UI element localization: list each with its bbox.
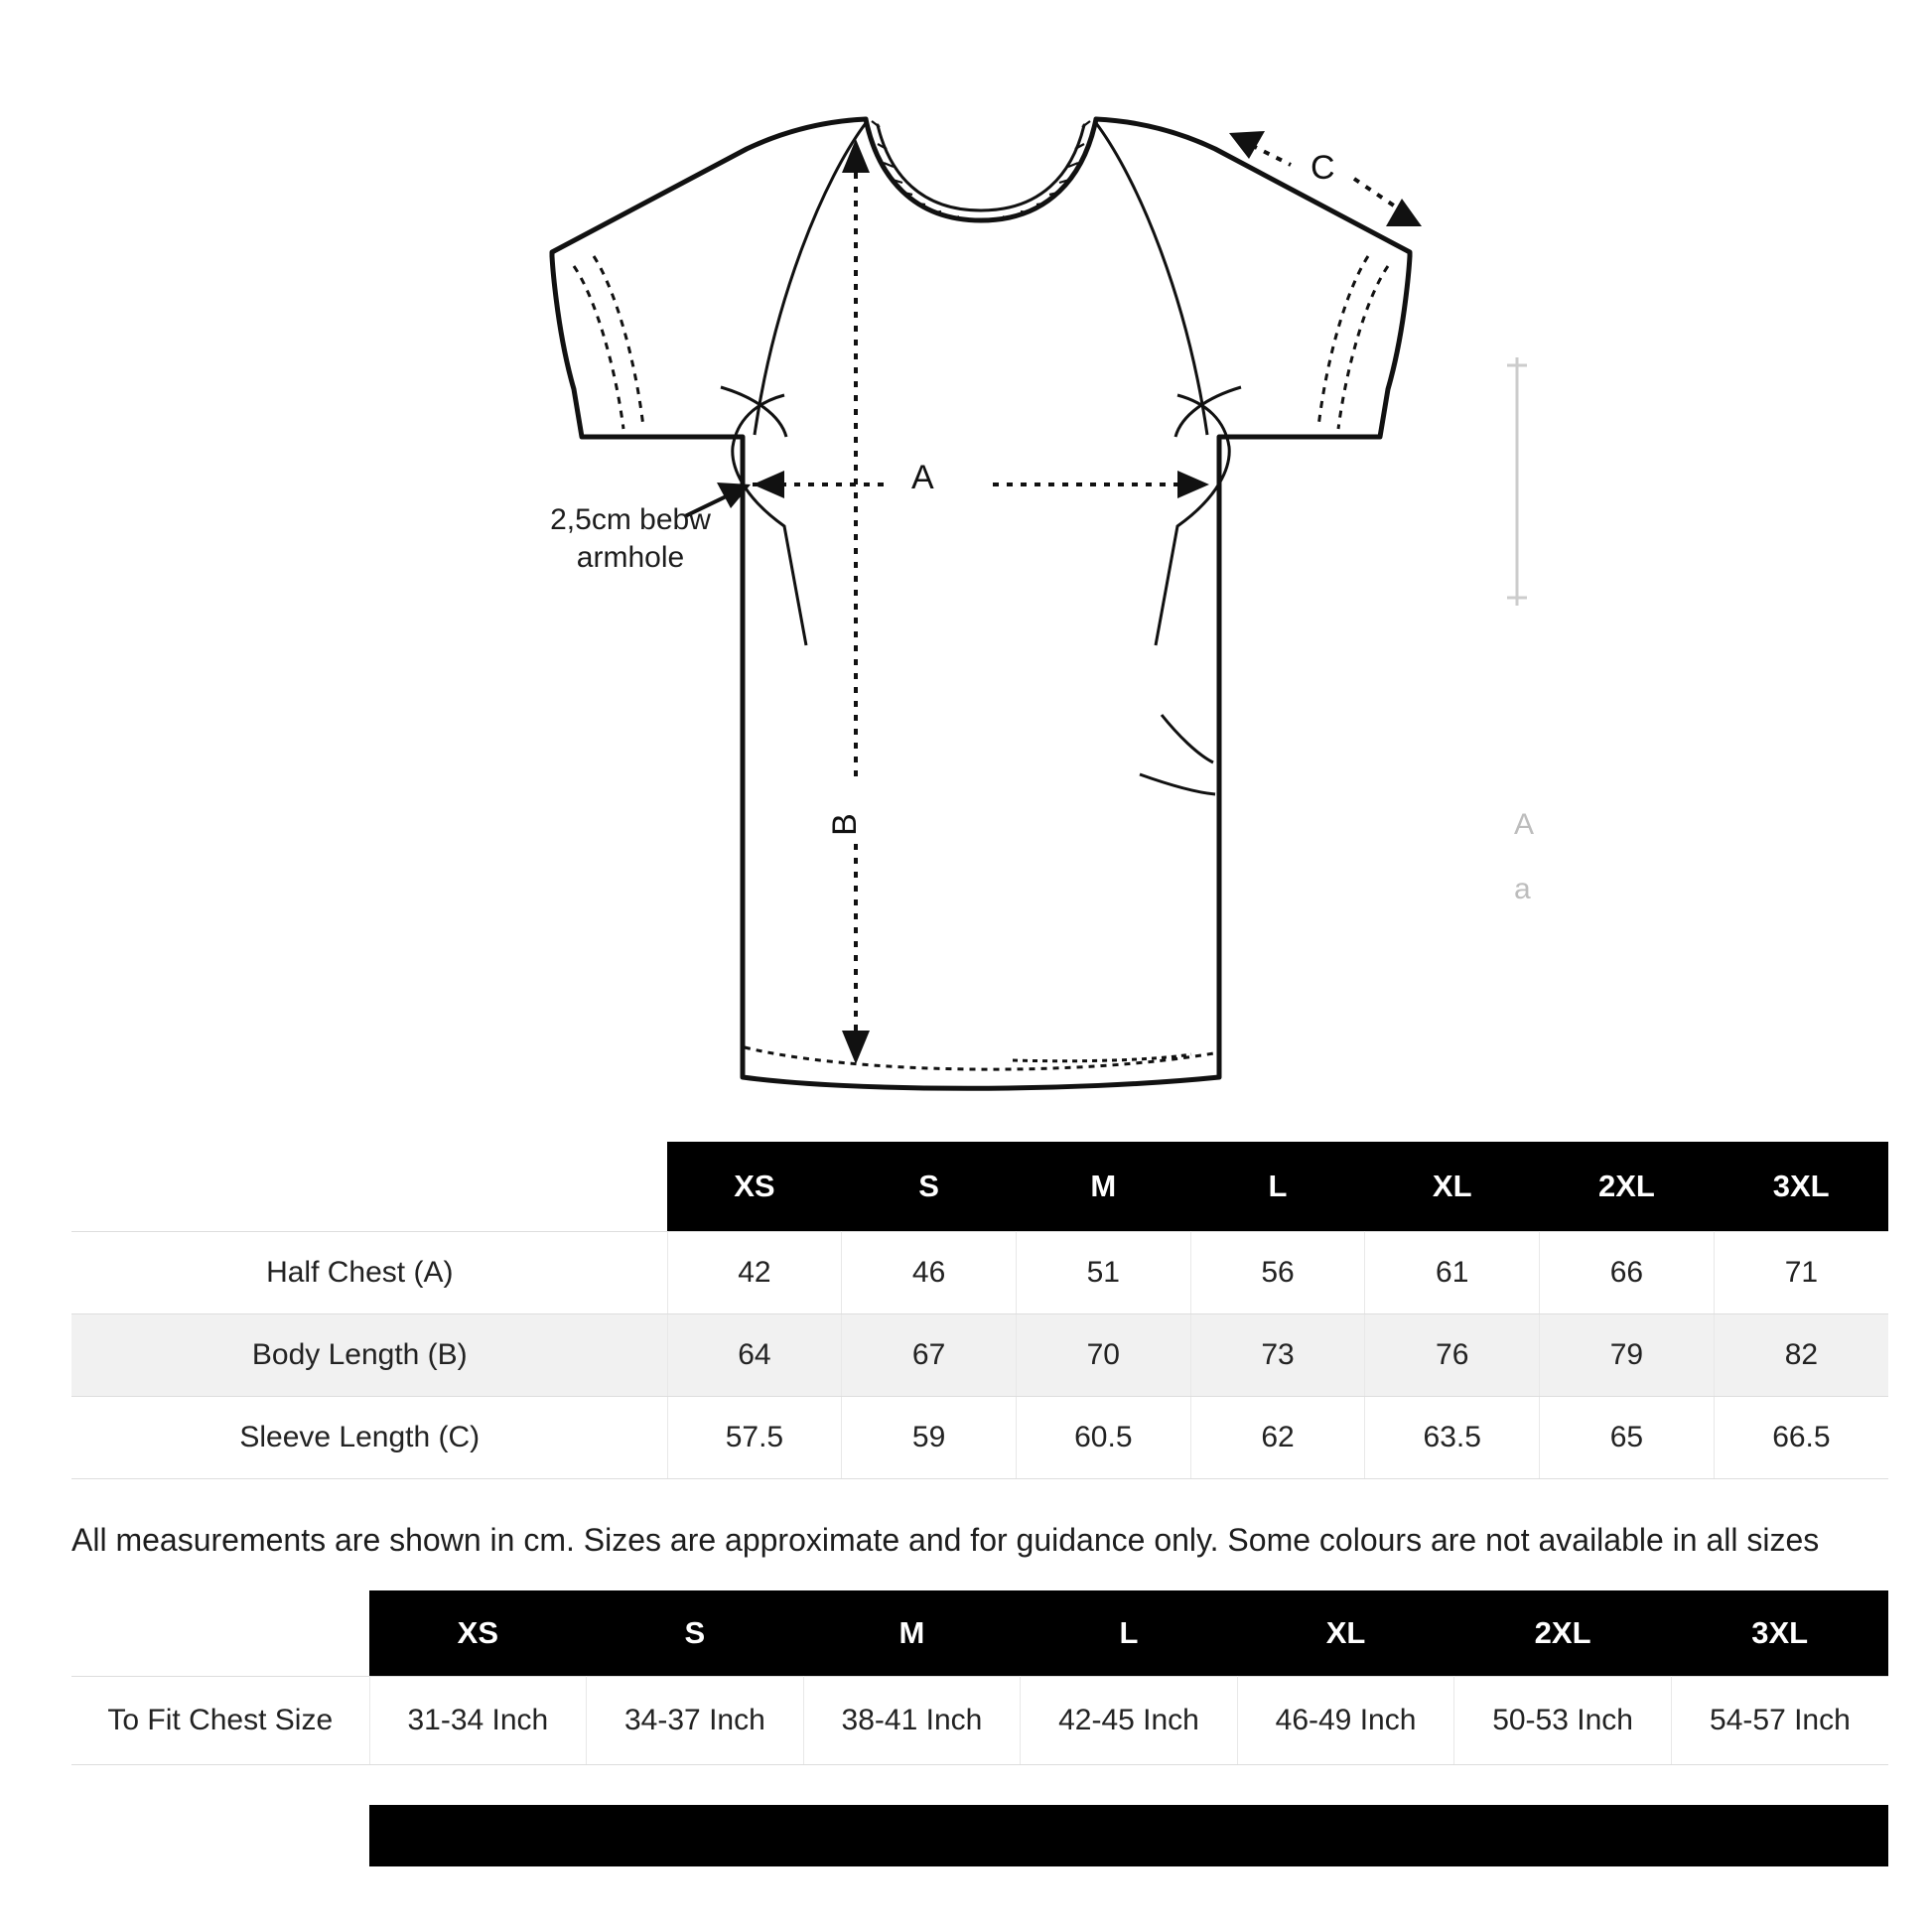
third-size-table-block <box>0 1765 1932 1866</box>
cell-to-fit-chest-l: 42-45 Inch <box>1021 1677 1238 1765</box>
svg-text:A: A <box>1514 808 1535 841</box>
cell-body-length-2xl: 79 <box>1540 1314 1715 1397</box>
third-col-5 <box>1237 1805 1454 1866</box>
measurement-note: All measurements are shown in cm. Sizes are approximate and for guidance only. Some colours are not available in all sizes <box>71 1522 1820 1558</box>
cell-sleeve-length-l: 62 <box>1190 1397 1365 1479</box>
imperial-size-table-block <box>0 1563 1932 1765</box>
row-label-body-length: Body Length (B) <box>71 1314 667 1397</box>
third-col-2 <box>587 1805 804 1866</box>
measurement-label-b: B <box>820 811 871 838</box>
armhole-note: 2,5cm bebw armhole <box>550 503 711 574</box>
metric-size-table-block <box>0 1142 1932 1479</box>
cell-body-length-3xl: 82 <box>1714 1314 1888 1397</box>
third-col-7 <box>1671 1805 1888 1866</box>
svg-text:a: a <box>1514 873 1531 905</box>
measurement-label-a: A <box>901 459 944 497</box>
cell-half-chest-xs: 42 <box>667 1232 842 1314</box>
cell-body-length-xs: 64 <box>667 1314 842 1397</box>
row-label-half-chest: Half Chest (A) <box>71 1232 667 1314</box>
imperial-size-table <box>71 1590 1888 1765</box>
cell-body-length-l: 73 <box>1190 1314 1365 1397</box>
cell-half-chest-3xl: 71 <box>1714 1232 1888 1314</box>
table-header-row <box>71 1590 1888 1677</box>
cell-half-chest-m: 51 <box>1016 1232 1190 1314</box>
third-col-1 <box>369 1805 587 1866</box>
table-row <box>71 1314 1888 1397</box>
cell-to-fit-chest-xl: 46-49 Inch <box>1237 1677 1454 1765</box>
third-col-4 <box>1021 1805 1238 1866</box>
cell-sleeve-length-m: 60.5 <box>1016 1397 1190 1479</box>
cell-sleeve-length-xl: 63.5 <box>1365 1397 1540 1479</box>
cell-sleeve-length-s: 59 <box>842 1397 1017 1479</box>
cell-to-fit-chest-3xl: 54-57 Inch <box>1671 1677 1888 1765</box>
cell-body-length-s: 67 <box>842 1314 1017 1397</box>
table-row <box>71 1232 1888 1314</box>
metric-size-table <box>71 1142 1888 1479</box>
imperial-col-xs: XS <box>369 1590 587 1677</box>
imperial-col-xl: XL <box>1237 1590 1454 1677</box>
third-col-6 <box>1454 1805 1672 1866</box>
metric-col-2xl: 2XL <box>1540 1142 1715 1232</box>
cell-body-length-xl: 76 <box>1365 1314 1540 1397</box>
row-label-sleeve-length: Sleeve Length (C) <box>71 1397 667 1479</box>
row-label-to-fit-chest: To Fit Chest Size <box>71 1677 369 1765</box>
table-header-row <box>71 1142 1888 1232</box>
cell-body-length-m: 70 <box>1016 1314 1190 1397</box>
cell-half-chest-l: 56 <box>1190 1232 1365 1314</box>
cell-to-fit-chest-s: 34-37 Inch <box>587 1677 804 1765</box>
cell-sleeve-length-2xl: 65 <box>1540 1397 1715 1479</box>
metric-col-s: S <box>842 1142 1017 1232</box>
imperial-col-s: S <box>587 1590 804 1677</box>
table-header-row <box>71 1805 1888 1866</box>
third-col-3 <box>803 1805 1021 1866</box>
cell-sleeve-length-xs: 57.5 <box>667 1397 842 1479</box>
cell-to-fit-chest-xs: 31-34 Inch <box>369 1677 587 1765</box>
cell-to-fit-chest-2xl: 50-53 Inch <box>1454 1677 1672 1765</box>
metric-col-m: M <box>1016 1142 1190 1232</box>
metric-col-l: L <box>1190 1142 1365 1232</box>
metric-col-xl: XL <box>1365 1142 1540 1232</box>
cell-half-chest-xl: 61 <box>1365 1232 1540 1314</box>
imperial-corner-cell <box>71 1590 369 1677</box>
third-size-table <box>71 1805 1888 1866</box>
metric-col-xs: XS <box>667 1142 842 1232</box>
cell-half-chest-2xl: 66 <box>1540 1232 1715 1314</box>
third-corner-cell <box>71 1805 369 1866</box>
imperial-col-2xl: 2XL <box>1454 1590 1672 1677</box>
imperial-col-l: L <box>1021 1590 1238 1677</box>
cell-sleeve-length-3xl: 66.5 <box>1714 1397 1888 1479</box>
cell-half-chest-s: 46 <box>842 1232 1017 1314</box>
table-row <box>71 1397 1888 1479</box>
imperial-col-3xl: 3XL <box>1671 1590 1888 1677</box>
imperial-col-m: M <box>803 1590 1021 1677</box>
measurement-label-c: C <box>1303 149 1343 188</box>
metric-corner-cell <box>71 1142 667 1232</box>
table-row <box>71 1677 1888 1765</box>
cell-to-fit-chest-m: 38-41 Inch <box>803 1677 1021 1765</box>
metric-col-3xl: 3XL <box>1714 1142 1888 1232</box>
